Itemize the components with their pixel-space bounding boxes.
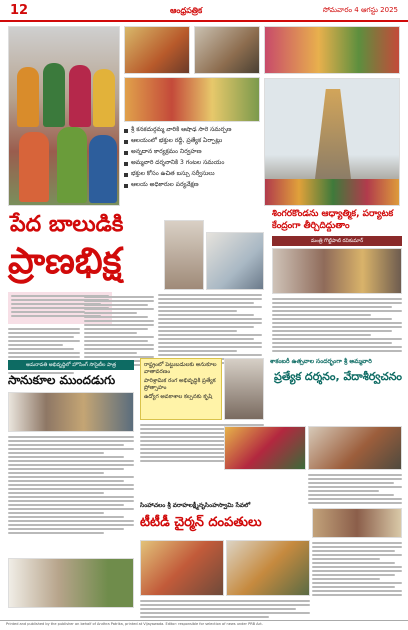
top-story-bullets — [124, 126, 244, 192]
photo-devotees-group — [124, 77, 260, 122]
photo-minister-singarakonda — [272, 248, 402, 294]
article-pranabhiksha-col3 — [158, 294, 262, 364]
photo-women-offering — [264, 26, 400, 74]
photo-housing-meeting — [8, 392, 134, 432]
photo-ttd-chairman-1 — [140, 540, 224, 596]
photo-event-bottom-left — [8, 558, 134, 608]
bullet-item: భక్తుల కోసం ఉచిత బస్సు సర్వీసులు — [124, 170, 244, 178]
article-side — [312, 542, 402, 596]
edition-date: సోమవారం 4 ఆగస్టు 2025 — [322, 6, 398, 14]
photo-vedic-blessing — [308, 426, 402, 470]
headline-kicker: పేద బాలుడికి — [10, 212, 124, 237]
article-pranabhiksha-col2 — [84, 296, 154, 366]
page-number: 12 — [10, 3, 29, 18]
article-ttd — [140, 600, 310, 618]
photo-devotees-left — [8, 26, 120, 206]
bullet-item: అన్నదాన కార్యక్రమం నిర్వహణ — [124, 148, 244, 156]
photo-ttd-chairman-2 — [226, 540, 310, 596]
masthead — [0, 0, 408, 22]
headline-singarakonda: శింగరకొండను ఆధ్యాత్మిక, పర్యాటక కేంద్రంగా తీర్చిదిద్దుతాం — [272, 209, 394, 231]
headline-title: ప్రాణభిక్ష — [8, 241, 122, 282]
headline-darshanam: ప్రత్యేక దర్శనం, వేదాశీర్వచనం — [274, 370, 402, 383]
highlight-item: పారిశ్రామిక రంగ అభివృద్ధికి ప్రత్యేక ప్రోత్సాహం — [144, 378, 216, 391]
ttd-kicker: సింహాచలం శ్రీ వరాహలక్ష్మీనృసింహస్వామి సేవలో — [140, 502, 251, 509]
footer-imprint: Printed and published by the publisher on behalf of Andhra Patrika, printed at Vijayawada. Editor: responsible for selection of news under PRB Act. — [0, 620, 408, 630]
photo-offering-top — [124, 26, 190, 74]
highlight-item: రాష్ట్రంలో పెట్టుబడులకు అనుకూల వాతావరణం — [144, 362, 217, 375]
photo-temple-procession — [194, 26, 260, 74]
darshanam-kicker: శాకంబరీ ఉత్సవాల సందర్భంగా శ్రీ అమ్మవారి — [270, 358, 372, 365]
photo-minister-child — [164, 220, 204, 290]
highlight-item: ఉద్యోగ అవకాశాల కల్పనకు కృషి — [144, 394, 213, 400]
bullet-item: అమ్మవారి దర్శనానికి 3 గంటల సమయం — [124, 159, 244, 167]
headline-ttd: టీటీడీ చైర్మన్ దంపతులు — [140, 515, 262, 530]
sanukula-kicker-bar: అమరావతి అభివృద్ధిలో హౌసింగ్ సొసైటీల పాత్ర — [8, 360, 134, 370]
highlight-box — [140, 358, 222, 420]
photo-temple-gopuram — [264, 78, 400, 206]
article-darshanam — [308, 474, 402, 504]
photo-goddess-devotees — [224, 426, 306, 470]
photo-hospital-visit — [206, 232, 264, 290]
bullet-item: ఆలయ అధికారుల పర్యవేక్షణ — [124, 181, 244, 189]
byline-bar: మంత్రి గొట్టిపాటి రవికుమార్ — [272, 236, 402, 246]
bullet-item: ఆలయంలో భక్తుల రద్దీ, ప్రత్యేక ఏర్పాట్లు — [124, 137, 244, 145]
headline-sanukula: సానుకూల ముందడుగు — [8, 373, 116, 387]
photo-side-small — [312, 508, 402, 538]
newspaper-title: ఆంధ్రపత్రిక — [170, 6, 203, 15]
bullet-item: శ్రీ కనకదుర్గమ్మ వారికి ఆషాఢ సారె సమర్పణ — [124, 126, 244, 134]
article-singarakonda — [272, 298, 402, 352]
article-sanukula — [8, 436, 134, 534]
photo-officials — [224, 358, 264, 420]
